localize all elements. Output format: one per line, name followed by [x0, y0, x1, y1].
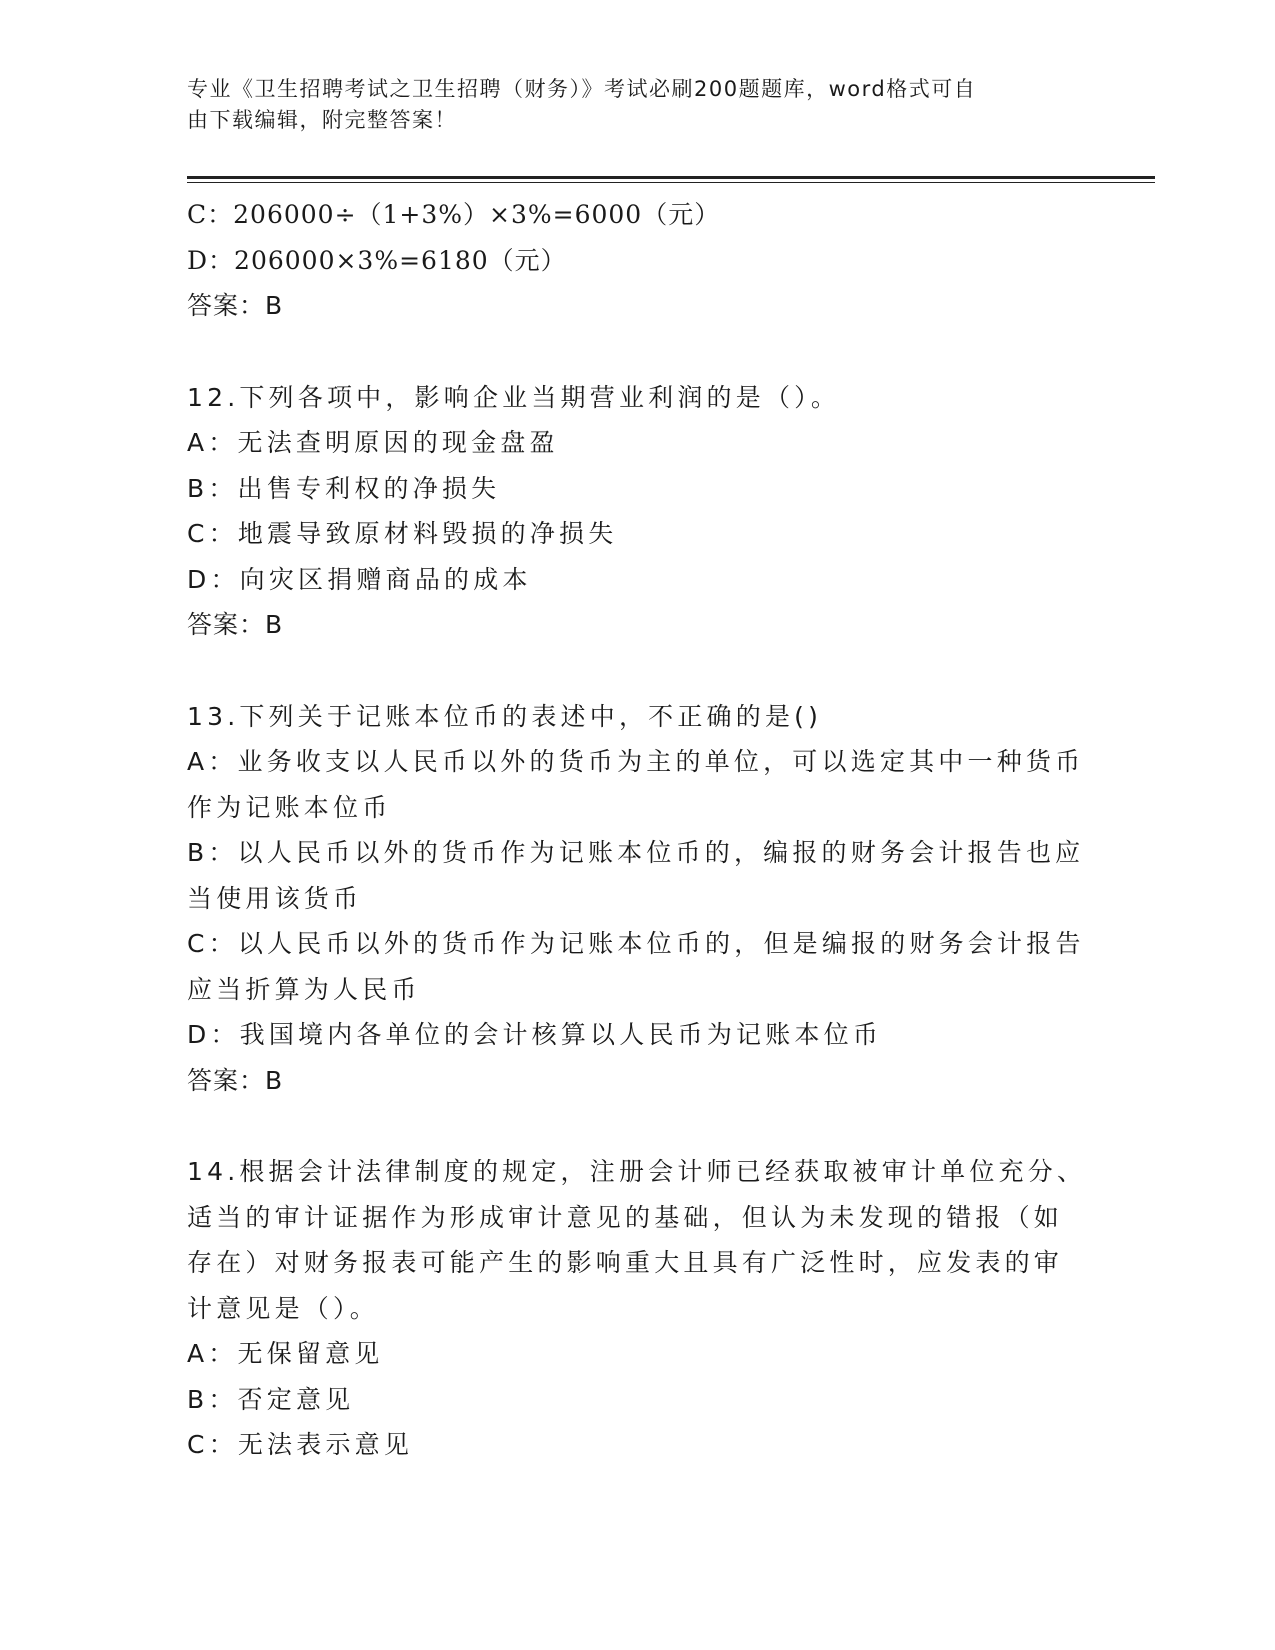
q12-stem: 12.下列各项中，影响企业当期营业利润的是（）。: [187, 382, 841, 412]
q14-stem-line-1: 14.根据会计法律制度的规定，注册会计师已经获取被审计单位充分、: [187, 1157, 1087, 1186]
q13-answer: 答案：B: [187, 1065, 284, 1095]
q14-option-c: C：无法表示意见: [187, 1430, 414, 1459]
q13-option-b-line-1: B：以人民币以外的货币作为记账本位币的，编报的财务会计报告也应: [187, 838, 1085, 867]
q12-option-d: D：向灾区捐赠商品的成本: [187, 564, 532, 594]
q12-option-c: C：地震导致原材料毁损的净损失: [187, 519, 618, 548]
q12-answer: 答案：B: [187, 610, 284, 639]
header-line-1: 专业《卫生招聘考试之卫生招聘（财务）》考试必刷200题题库，word格式可自: [187, 77, 977, 101]
header-rule-thin: [187, 182, 1155, 183]
q11-answer: 答案：B: [187, 291, 284, 320]
question-12: [187, 375, 1087, 648]
q13-option-b-line-2: 当使用该货币: [187, 883, 363, 913]
q11-option-c: C：206000÷（1+3%）×3%=6000（元）: [187, 200, 721, 229]
page-header: [187, 74, 1067, 136]
question-11-continued: [187, 192, 1087, 329]
spacer: [187, 1103, 1087, 1149]
document-body: [187, 192, 1087, 1468]
question-13: [187, 694, 1087, 1104]
header-line-2: 由下载编辑，附完整答案！: [187, 108, 457, 132]
q13-option-d: D：我国境内各单位的会计核算以人民币为记账本位币: [187, 1020, 883, 1049]
q13-option-c-line-2: 应当折算为人民币: [187, 974, 421, 1004]
q14-stem-line-4: 计意见是（）。: [187, 1293, 379, 1323]
q14-stem-line-3: 存在）对财务报表可能产生的影响重大且具有广泛性时，应发表的审: [187, 1248, 1064, 1277]
q13-option-a-line-1: A：业务收支以人民币以外的货币为主的单位，可以选定其中一种货币: [187, 747, 1085, 776]
spacer: [187, 648, 1087, 694]
q14-stem-line-2: 适当的审计证据作为形成审计意见的基础，但认为未发现的错报（如: [187, 1202, 1064, 1232]
header-rule-thick: [187, 176, 1155, 179]
q11-option-d: D：206000×3%=6180（元）: [187, 245, 567, 275]
q13-option-c-line-1: C：以人民币以外的货币作为记账本位币的，但是编报的财务会计报告: [187, 929, 1085, 958]
q12-option-b: B：出售专利权的净损失: [187, 473, 501, 503]
q14-option-a: A：无保留意见: [187, 1339, 384, 1368]
q13-option-a-line-2: 作为记账本位币: [187, 792, 392, 822]
q14-option-b: B：否定意见: [187, 1384, 355, 1414]
question-14: [187, 1149, 1087, 1468]
spacer: [187, 329, 1087, 375]
q12-option-a: A：无法查明原因的现金盘盈: [187, 428, 559, 457]
q13-stem: 13.下列关于记账本位币的表述中，不正确的是(): [187, 701, 823, 731]
